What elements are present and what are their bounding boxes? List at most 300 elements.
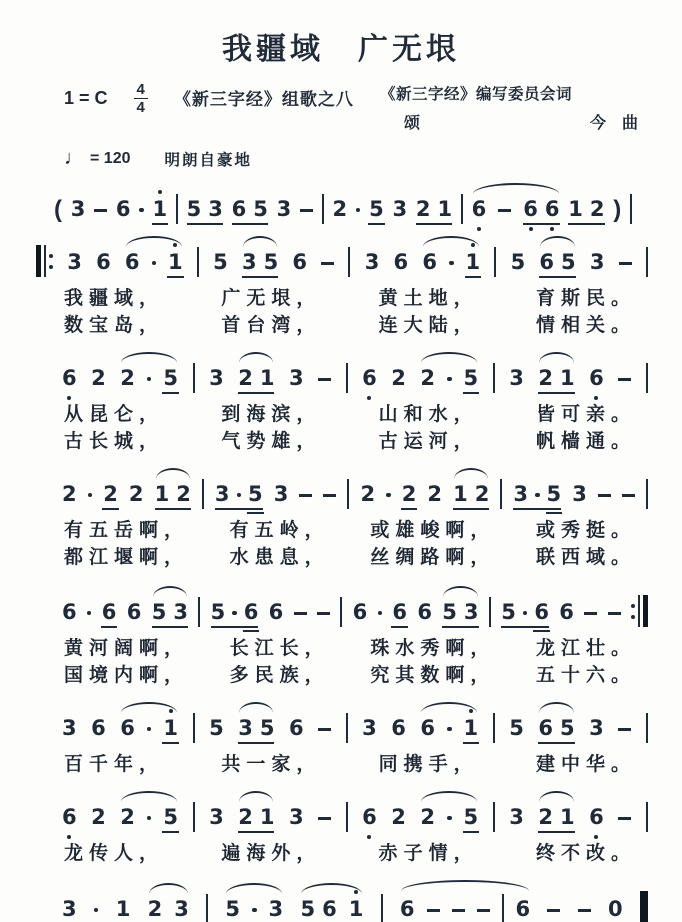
note-6: 6	[292, 250, 308, 274]
note-3: 3	[288, 366, 304, 390]
note-underline	[152, 223, 169, 225]
system-verse-line-6	[0, 802, 682, 867]
note-6: 6	[62, 600, 77, 624]
lyrics-line-verse-line-4-2	[64, 663, 636, 689]
barline	[646, 363, 648, 393]
note-6: 6	[268, 600, 284, 624]
note-2: 2	[120, 366, 135, 390]
lyric-phrase: 黄土地，	[378, 288, 479, 309]
barline	[206, 894, 208, 922]
repeat-thin-bar	[44, 245, 46, 277]
augmentation-dot	[88, 493, 93, 498]
octave-dot-below	[529, 227, 533, 231]
open-paren: (	[54, 196, 62, 223]
repeat-dots	[631, 604, 635, 619]
note-6: 6	[96, 250, 111, 274]
lyric-phrase: 都江堰啊，	[64, 547, 190, 568]
augmentation-dot	[523, 611, 528, 616]
slur-group	[420, 716, 478, 740]
beam-line	[523, 223, 559, 225]
augmentation-dot	[147, 727, 152, 732]
slur-group	[225, 897, 283, 921]
note-3: 3	[214, 482, 230, 506]
repeat-thick-bar	[643, 595, 648, 627]
note-6: 6	[352, 600, 368, 624]
lyric-phrase: 首台湾，	[221, 315, 322, 336]
duration-dash	[321, 262, 334, 265]
barline	[346, 713, 348, 743]
note-6: 6	[231, 197, 247, 221]
barline	[461, 194, 463, 224]
note-6: 6	[115, 197, 131, 221]
note-1: 1	[466, 250, 481, 274]
barline	[494, 247, 496, 277]
beam-line	[242, 276, 278, 278]
note-2: 2	[420, 805, 436, 829]
barline	[193, 713, 195, 743]
note-2: 2	[332, 197, 348, 221]
note-6: 6	[399, 897, 415, 921]
note-2: 2	[391, 805, 406, 829]
beam-group	[238, 366, 274, 390]
duration-dash	[318, 378, 331, 381]
lyric-phrase: 从昆仑，	[64, 404, 165, 425]
augmentation-dot	[447, 377, 452, 382]
note-3: 3	[70, 197, 86, 221]
augmentation-dot	[447, 816, 452, 821]
note-3: 3	[572, 482, 587, 506]
system-verse-line-3	[0, 479, 682, 571]
note-5: 5	[186, 197, 202, 221]
beam-line	[238, 392, 274, 394]
repeat-thick-bar	[36, 245, 41, 277]
beam-group	[501, 600, 549, 624]
barline	[489, 597, 491, 627]
beam-line	[211, 626, 259, 628]
octave-dot-below	[367, 835, 371, 839]
note-5: 5	[163, 366, 178, 390]
slur-arc	[423, 236, 479, 247]
note-5: 5	[464, 805, 479, 829]
note-6: 6	[472, 197, 487, 221]
slur-arc	[239, 702, 273, 713]
lyric-phrase: 数宝岛，	[64, 315, 165, 336]
slur-arc	[149, 883, 188, 894]
beam-line	[238, 831, 274, 833]
beam-group	[242, 250, 278, 274]
lyrics-line-verse-line-3-2	[64, 545, 636, 571]
second-underline	[546, 512, 563, 514]
note-6: 6	[392, 600, 407, 624]
beam-line	[442, 626, 478, 628]
barline	[381, 894, 383, 922]
note-1: 1	[559, 805, 575, 829]
time-signature-numerator: 4	[136, 81, 145, 98]
note-2: 2	[391, 366, 406, 390]
note-3: 3	[288, 805, 304, 829]
note-2: 2	[91, 366, 106, 390]
note-underline	[162, 392, 179, 394]
slur-group	[120, 716, 178, 740]
note-underline	[368, 223, 385, 225]
duration-dash	[618, 728, 631, 731]
beam-line	[568, 223, 604, 225]
note-6: 6	[244, 600, 259, 624]
slur-group	[420, 366, 478, 390]
note-6: 6	[534, 600, 549, 624]
duration-dash	[622, 494, 635, 497]
beam-group	[539, 250, 575, 274]
note-underline	[463, 392, 480, 394]
second-underline	[533, 630, 550, 632]
lyrics-line-verse-line-4-1	[64, 636, 636, 662]
quarter-note-icon: ♩	[64, 147, 84, 169]
system-verse-line-4	[0, 595, 682, 689]
note-6: 6	[391, 716, 406, 740]
note-1: 1	[153, 197, 168, 221]
note-1: 1	[259, 366, 275, 390]
note-6: 6	[362, 805, 377, 829]
lyric-phrase: 有五岳啊，	[64, 520, 190, 541]
barline	[493, 713, 495, 743]
duration-dash	[427, 909, 440, 912]
barline	[202, 479, 204, 509]
note-underline	[101, 626, 118, 628]
note-1: 1	[115, 897, 131, 921]
beam-group	[152, 600, 188, 624]
note-6: 6	[417, 600, 432, 624]
duration-dash	[547, 909, 560, 912]
lyric-phrase: 山和水，	[378, 404, 479, 425]
music-line-verse-line-3	[62, 479, 648, 506]
close-paren: )	[613, 196, 622, 223]
note-3: 3	[208, 197, 223, 221]
octave-dot-below	[477, 227, 481, 231]
page-title: 我疆域 广无垠	[222, 33, 460, 66]
duration-dash	[94, 209, 107, 212]
slur-arc	[539, 791, 573, 802]
octave-dot-below	[550, 227, 554, 231]
lyrics-line-verse-line-5-1	[64, 752, 636, 778]
note-6: 6	[523, 197, 538, 221]
octave-dot-below	[594, 835, 598, 839]
beam-group	[416, 197, 452, 221]
duration-dash	[300, 209, 313, 212]
barline	[193, 802, 195, 832]
note-1: 1	[559, 366, 575, 390]
beam-group	[211, 600, 259, 624]
repeat-start-sign	[36, 245, 53, 277]
slur-arc	[443, 586, 477, 597]
octave-dot-below	[67, 835, 71, 839]
duration-dash	[618, 378, 631, 381]
barline	[198, 597, 200, 627]
barline	[646, 802, 648, 832]
beam-group	[238, 716, 274, 740]
tempo-row	[64, 147, 682, 170]
slur-arc	[454, 468, 488, 479]
note-5: 5	[561, 250, 576, 274]
slur-arc	[239, 791, 273, 802]
barline	[646, 479, 648, 509]
note-6: 6	[420, 716, 436, 740]
note-3: 3	[273, 482, 289, 506]
barline	[646, 713, 648, 743]
note-3: 3	[364, 250, 380, 274]
key-row	[64, 82, 652, 133]
note-underline	[463, 831, 480, 833]
note-2: 2	[91, 805, 106, 829]
note-6: 6	[538, 716, 553, 740]
note-underline	[162, 831, 179, 833]
lyric-phrase: 百千年，	[64, 754, 165, 775]
note-3: 3	[513, 482, 529, 506]
final-barline	[640, 891, 648, 922]
note-5: 5	[163, 805, 178, 829]
note-3: 3	[67, 250, 82, 274]
beam-group	[187, 197, 223, 221]
note-6: 6	[91, 716, 106, 740]
lyric-phrase: 或雄峻啊，	[370, 520, 496, 541]
beam-line	[187, 223, 223, 225]
beam-line	[238, 742, 274, 744]
duration-dash	[299, 494, 312, 497]
lyric-phrase: 联西域。	[535, 547, 636, 568]
beam-line	[232, 223, 268, 225]
duration-dash	[318, 728, 331, 731]
beam-line	[538, 392, 574, 394]
lyric-phrase: 古运河，	[378, 431, 479, 452]
note-underline	[162, 742, 179, 744]
note-1: 1	[568, 197, 583, 221]
slur-arc	[121, 352, 177, 363]
beam-line	[539, 276, 575, 278]
slur-arc	[421, 791, 477, 802]
note-6: 6	[589, 366, 604, 390]
note-5: 5	[209, 716, 224, 740]
note-2: 2	[420, 366, 436, 390]
note-3: 3	[463, 600, 479, 624]
duration-dash	[318, 817, 331, 820]
lyric-phrase: 帆樯通。	[535, 431, 636, 452]
duration-dash	[598, 494, 611, 497]
note-2: 2	[538, 805, 553, 829]
note-5: 5	[547, 482, 562, 506]
slur-arc	[156, 468, 190, 479]
barline	[646, 247, 648, 277]
music-line-verse-line-6	[62, 802, 648, 829]
beam-line	[152, 626, 188, 628]
duration-dash	[477, 909, 490, 912]
music-line-verse-line-4	[62, 595, 648, 624]
note-3: 3	[509, 366, 524, 390]
note-5: 5	[263, 250, 279, 274]
duration-dash	[618, 817, 631, 820]
note-2: 2	[474, 482, 490, 506]
augmentation-dot	[87, 611, 92, 616]
slur-arc	[226, 883, 282, 894]
lyric-phrase: 赤子情，	[378, 843, 479, 864]
lyrics-line-verse-line-1-1	[64, 286, 636, 312]
note-2: 2	[402, 482, 417, 506]
note-underline	[102, 508, 119, 510]
barline	[193, 363, 195, 393]
system-coda-line	[0, 891, 682, 921]
slur-arc	[539, 702, 573, 713]
lyric-phrase: 遍海外，	[221, 843, 322, 864]
slur-group	[120, 805, 178, 829]
slur-group	[472, 197, 560, 221]
note-underline	[391, 626, 408, 628]
lyric-phrase: 究其数啊，	[370, 665, 496, 686]
slur-arc	[153, 586, 187, 597]
note-3: 3	[173, 600, 188, 624]
slur-group	[120, 366, 178, 390]
augmentation-dot	[147, 377, 152, 382]
second-underline	[247, 512, 264, 514]
octave-dot-below	[67, 396, 71, 400]
note-3: 3	[509, 805, 524, 829]
beam-group	[538, 366, 574, 390]
lyrics-line-verse-line-1-2	[64, 313, 636, 339]
barline	[347, 479, 349, 509]
lyric-phrase: 黄河阔啊，	[64, 638, 190, 659]
beam-group	[215, 482, 263, 506]
slur-arc	[239, 352, 273, 363]
barline	[346, 802, 348, 832]
augmentation-dot	[252, 908, 257, 913]
note-6: 6	[362, 366, 377, 390]
note-1: 1	[453, 482, 468, 506]
lyric-phrase: 龙江壮。	[535, 638, 636, 659]
duration-dash	[452, 909, 465, 912]
barline	[346, 363, 348, 393]
composer-credit-right: 今 曲	[589, 115, 638, 132]
note-5: 5	[501, 600, 516, 624]
lyricist-credit: 《新三字经》编写委员会词	[380, 86, 573, 103]
duration-dash	[584, 612, 597, 615]
note-5: 5	[369, 197, 384, 221]
composer-credit-left: 颂	[404, 115, 421, 132]
note-5: 5	[509, 716, 524, 740]
duration-dash	[323, 494, 336, 497]
note-5: 5	[225, 897, 241, 921]
augmentation-dot	[147, 816, 152, 821]
note-2: 2	[103, 482, 118, 506]
beam-group	[453, 482, 489, 506]
augmentation-dot	[232, 611, 237, 616]
expression-marking: 明朗自豪地	[164, 151, 252, 169]
augmentation-dot	[94, 908, 99, 913]
music-line-verse-line-2	[62, 363, 648, 390]
lyric-phrase: 有五岭，	[229, 520, 330, 541]
note-2: 2	[176, 482, 191, 506]
note-3: 3	[276, 197, 292, 221]
slur-group	[420, 805, 478, 829]
lyric-phrase: 或秀挺。	[535, 520, 636, 541]
slur-group	[400, 894, 530, 921]
system-verse-line-1	[0, 245, 682, 339]
note-1: 1	[349, 897, 364, 921]
augmentation-dot	[237, 493, 242, 498]
slur-group	[125, 250, 183, 274]
beam-group	[232, 197, 268, 221]
note-3: 3	[209, 805, 224, 829]
note-5: 5	[213, 250, 228, 274]
note-2: 2	[62, 482, 77, 506]
slur-arc	[421, 352, 477, 363]
note-2: 2	[238, 805, 253, 829]
note-6: 6	[124, 250, 140, 274]
slur-group	[300, 897, 363, 921]
augmentation-dot	[386, 493, 391, 498]
lyric-phrase: 皆可亲。	[535, 404, 636, 425]
octave-dot-below	[594, 396, 598, 400]
lyric-phrase: 珠水秀啊，	[370, 638, 496, 659]
note-6: 6	[322, 897, 337, 921]
beam-line	[453, 508, 489, 510]
beam-line	[513, 508, 561, 510]
repeat-end-sign	[631, 595, 648, 627]
beam-group	[568, 197, 604, 221]
augmentation-dot	[378, 611, 383, 616]
note-2: 2	[538, 366, 553, 390]
duration-dash	[294, 612, 307, 615]
note-0: 0	[607, 897, 623, 921]
note-3: 3	[589, 250, 605, 274]
note-5: 5	[253, 197, 268, 221]
beam-line	[501, 626, 549, 628]
note-3: 3	[62, 716, 77, 740]
key-signature-text: 1 = C	[64, 88, 108, 108]
time-signature-denominator: 4	[134, 98, 148, 115]
beam-group	[523, 197, 559, 221]
note-3: 3	[392, 197, 408, 221]
duration-dash	[498, 209, 511, 212]
slur-arc	[121, 702, 177, 713]
lyrics-line-verse-line-2-2	[64, 429, 636, 455]
lyric-phrase: 建中华。	[535, 754, 636, 775]
beam-group	[538, 716, 574, 740]
octave-dot-below	[367, 396, 371, 400]
note-5: 5	[442, 600, 457, 624]
barline	[197, 247, 199, 277]
note-6: 6	[515, 897, 531, 921]
lyric-phrase: 育斯民。	[535, 288, 636, 309]
barline	[500, 479, 502, 509]
barline	[493, 363, 495, 393]
lyric-phrase: 多民族，	[229, 665, 330, 686]
note-1: 1	[163, 716, 178, 740]
lyric-phrase: 长江长，	[229, 638, 330, 659]
note-3: 3	[268, 897, 284, 921]
system-intro	[0, 194, 682, 221]
lyric-phrase: 广无垠，	[221, 288, 322, 309]
slur-arc	[539, 352, 573, 363]
lyric-phrase: 终不改。	[535, 843, 636, 864]
barline	[502, 894, 504, 922]
composer-credit	[380, 104, 652, 133]
note-5: 5	[464, 366, 479, 390]
lyric-phrase: 我疆域，	[64, 288, 165, 309]
note-6: 6	[545, 197, 560, 221]
beam-group	[238, 805, 274, 829]
note-2: 2	[360, 482, 376, 506]
lyric-phrase: 情相关。	[535, 315, 636, 336]
slur-arc	[121, 791, 177, 802]
music-line-coda-line	[62, 891, 648, 921]
note-6: 6	[393, 250, 409, 274]
